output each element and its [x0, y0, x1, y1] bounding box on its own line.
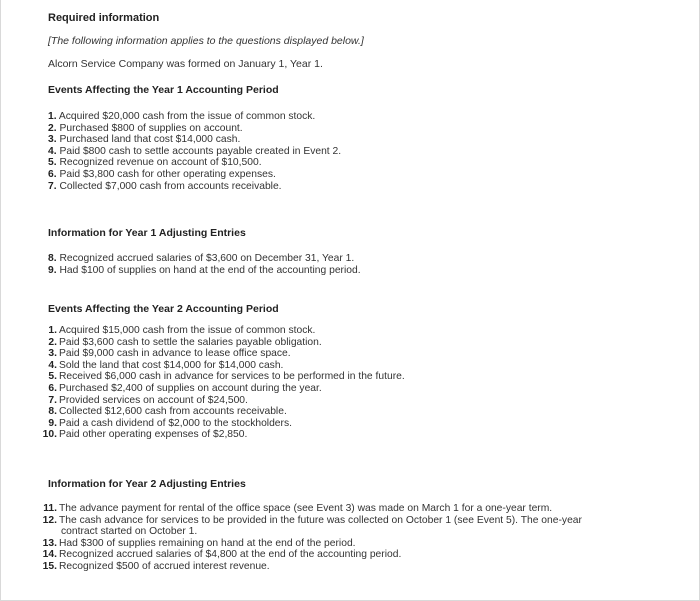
- list-item: [41, 429, 641, 441]
- item-text: Purchased $800 of supplies on account.: [59, 122, 243, 134]
- item-number: 1.: [48, 111, 57, 122]
- item-number: 6.: [48, 382, 57, 394]
- item-text: Recognized $500 of accrued interest revenue.: [59, 560, 270, 572]
- item-text: Provided services on account of $24,500.: [59, 394, 248, 406]
- year2-adjusting-list: [41, 503, 641, 573]
- item-number: 7.: [48, 394, 57, 406]
- year1-events-list: [48, 111, 648, 192]
- item-text: Collected $7,000 cash from accounts receivable.: [59, 180, 282, 192]
- item-text: Recognized revenue on account of $10,500.: [59, 157, 262, 169]
- page-title: Required information: [48, 12, 160, 24]
- list-item: [41, 503, 641, 515]
- item-number: 14.: [42, 549, 57, 561]
- intro-text: Alcorn Service Company was formed on January 1, Year 1.: [48, 58, 323, 70]
- item-number: 4.: [48, 145, 57, 157]
- list-item: [41, 406, 641, 418]
- item-number: 5.: [48, 371, 57, 383]
- year2-events-list: [41, 325, 641, 441]
- item-text: Purchased $2,400 of supplies on account during the year.: [59, 382, 322, 394]
- list-item: [48, 265, 648, 277]
- list-item: [48, 134, 648, 146]
- list-item: [41, 360, 641, 372]
- section-heading-year2-events: Events Affecting the Year 2 Accounting Period: [48, 303, 279, 315]
- item-text: Paid $3,600 cash to settle the salaries payable obligation.: [59, 336, 322, 348]
- list-item: [41, 395, 641, 407]
- list-item: [48, 146, 648, 158]
- item-number: 9.: [48, 417, 57, 429]
- item-number: 11.: [43, 503, 57, 514]
- list-item: [41, 383, 641, 395]
- list-item: [41, 538, 641, 550]
- list-item: [41, 561, 641, 573]
- item-text: Paid other operating expenses of $2,850.: [59, 429, 248, 441]
- item-text: Paid $9,000 cash in advance to lease office space.: [59, 348, 291, 360]
- item-text: Purchased land that cost $14,000 cash.: [59, 134, 241, 146]
- section-heading-year1-adjusting: Information for Year 1 Adjusting Entries: [48, 227, 246, 239]
- list-item: [41, 515, 641, 527]
- item-number: 8.: [48, 253, 57, 264]
- item-text: Paid a cash dividend of $2,000 to the stockholders.: [59, 417, 292, 429]
- item-text: Paid $800 cash to settle accounts payable created in Event 2.: [59, 145, 342, 157]
- item-text: Acquired $15,000 cash from the issue of common stock.: [59, 325, 316, 336]
- list-item: [41, 549, 641, 561]
- instruction-note: [The following information applies to the questions displayed below.]: [48, 35, 364, 47]
- list-item: [41, 325, 641, 337]
- item-text: Collected $12,600 cash from accounts receivable.: [59, 406, 287, 418]
- list-item: [48, 169, 648, 181]
- section-heading-year1-events: Events Affecting the Year 1 Accounting Period: [48, 84, 279, 96]
- item-text: Received $6,000 cash in advance for services to be performed in the future.: [59, 371, 405, 383]
- item-number: 3.: [48, 134, 57, 146]
- item-number: 7.: [48, 180, 57, 192]
- item-number: 5.: [48, 157, 57, 169]
- list-item: [41, 526, 641, 538]
- item-text: Recognized accrued salaries of $4,800 at the end of the accounting period.: [59, 549, 402, 561]
- item-text: The advance payment for rental of the office space (see Event 3) was made on March 1 for a one-year term.: [59, 503, 553, 514]
- item-text-continued: contract started on October 1.: [61, 526, 198, 538]
- item-number: 8.: [48, 406, 57, 418]
- item-number: 10.: [42, 429, 57, 441]
- list-item: [48, 253, 648, 265]
- item-text: Paid $3,800 cash for other operating expenses.: [59, 168, 276, 180]
- section-heading-year2-adjusting: Information for Year 2 Adjusting Entries: [48, 478, 246, 490]
- item-number: 6.: [48, 168, 57, 180]
- year1-adjusting-list: [48, 253, 648, 276]
- list-item: [48, 181, 648, 193]
- list-item: [41, 337, 641, 349]
- list-item: [41, 418, 641, 430]
- item-text: Recognized accrued salaries of $3,600 on December 31, Year 1.: [59, 253, 355, 264]
- list-item: [48, 123, 648, 135]
- list-item: [41, 348, 641, 360]
- item-text: Acquired $20,000 cash from the issue of common stock.: [58, 111, 316, 122]
- list-item: [48, 157, 648, 169]
- item-number: 12.: [42, 514, 57, 526]
- item-number: 1.: [48, 325, 57, 336]
- item-text: Had $300 of supplies remaining on hand at the end of the period.: [59, 537, 356, 549]
- item-text: Had $100 of supplies on hand at the end of the accounting period.: [59, 264, 361, 276]
- item-number: 9.: [48, 264, 57, 276]
- item-text: The cash advance for services to be provided in the future was collected on October 1 (see Event 5). The one-year: [59, 514, 582, 526]
- item-number: 3.: [48, 348, 57, 360]
- item-number: 15.: [42, 560, 57, 572]
- item-number: 2.: [48, 336, 57, 348]
- item-number: 13.: [42, 537, 57, 549]
- item-text: Sold the land that cost $14,000 for $14,000 cash.: [59, 359, 284, 371]
- item-number: 2.: [48, 122, 57, 134]
- list-item: [48, 111, 648, 123]
- list-item: [41, 371, 641, 383]
- item-number: 4.: [48, 359, 57, 371]
